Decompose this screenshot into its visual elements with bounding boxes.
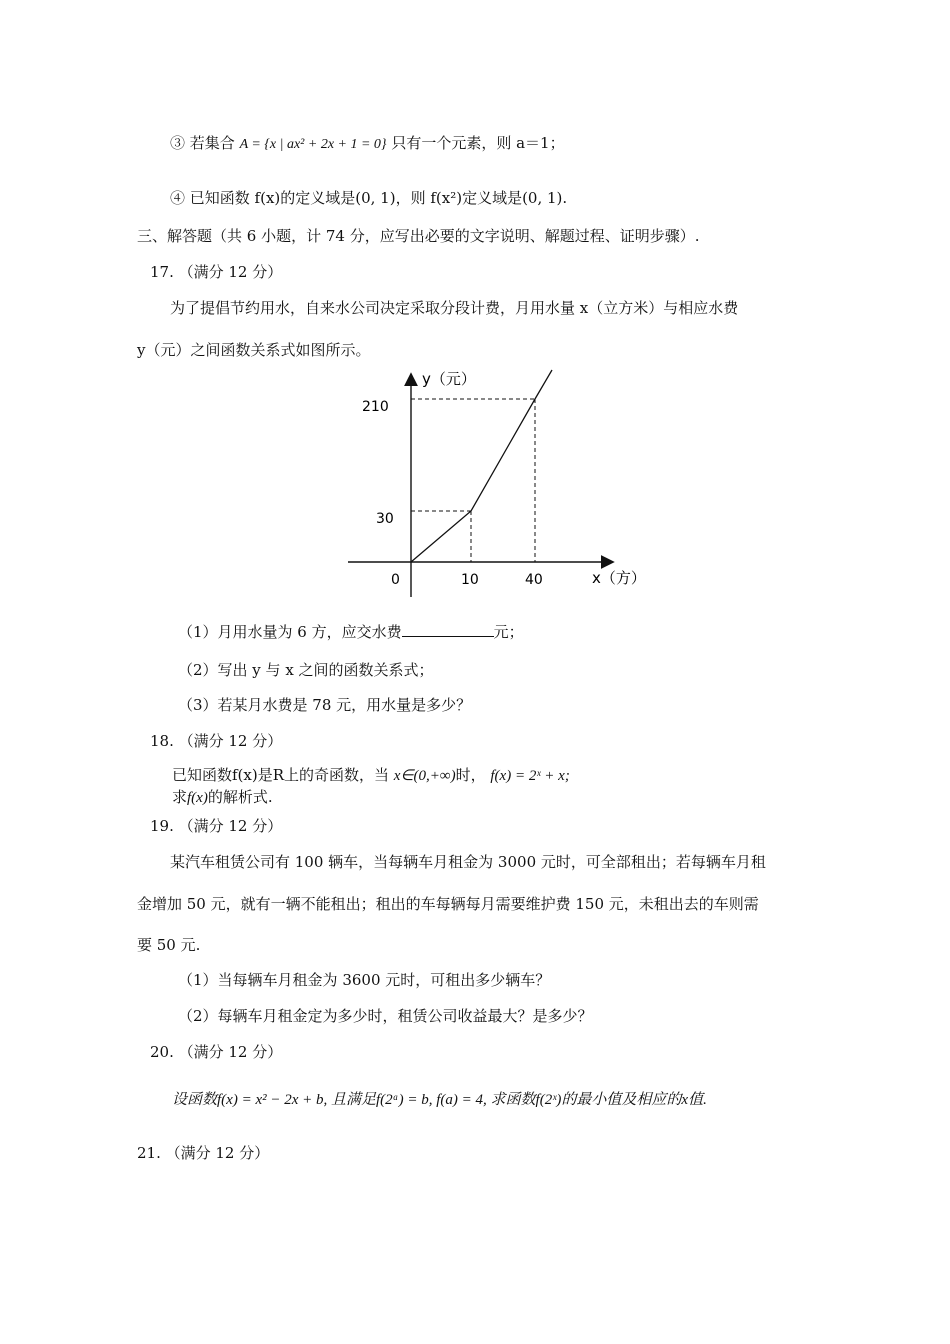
q18-line2-a: 求 — [172, 788, 188, 806]
q21-title: 21. （满分 12 分） — [137, 1144, 270, 1162]
q17-sub1-suffix: 元； — [493, 623, 524, 641]
x-axis-label: x（方） — [592, 569, 646, 587]
x-tick-label: 10 — [461, 572, 479, 588]
y-axis-label: y（元） — [422, 370, 476, 388]
q18-interval: x∈(0,+∞) — [393, 768, 456, 784]
q18-line2-c: 的解析式. — [207, 788, 273, 806]
q17-text-line1: 为了提倡节约用水，自来水公司决定采取分段计费，月用水量 x（立方米）与相应水费 — [170, 299, 739, 317]
q19-sub2: （2）每辆车月租金定为多少时，租赁公司收益最大？是多少？ — [178, 1007, 593, 1025]
q19-title: 19. （满分 12 分） — [150, 817, 283, 835]
y-tick-label: 30 — [376, 511, 394, 527]
q19-text-line2: 金增加 50 元，就有一辆不能租出；租出的车每辆每月需要维护费 150 元，未租出去的车则需 — [137, 895, 759, 913]
q17-sub2: （2）写出 y 与 x 之间的函数关系式； — [178, 661, 434, 679]
q20-title: 20. （满分 12 分） — [150, 1043, 283, 1061]
q20-text: 设函数f(x) = x² − 2x + b, 且满足f(2ᵃ) = b, f(a) = 4, 求函数f(2ˣ)的最小值及相应的x值. — [172, 1092, 707, 1108]
item-4: ④ 已知函数 f(x)的定义域是(0, 1)，则 f(x²)定义域是(0, 1). — [170, 189, 568, 207]
q18-function: f(x) = 2ˣ + x; — [490, 768, 570, 784]
y-tick-label: 210 — [362, 399, 389, 415]
x-tick-label: 40 — [525, 572, 543, 588]
q18-line1 — [172, 765, 570, 786]
q18-fx: f(x) — [187, 790, 208, 806]
q17-sub3: （3）若某月水费是 78 元，用水量是多少？ — [178, 696, 472, 714]
q18-line1-a: 已知函数f(x)是R上的奇函数，当 — [172, 766, 390, 784]
item-3-suffix: 只有一个元素，则 a＝1； — [391, 134, 565, 152]
water-fee-chart — [340, 365, 660, 605]
section-3-header: 三、解答题（共 6 小题，计 74 分，应写出必要的文字说明、解题过程、证明步骤）. — [137, 227, 700, 245]
q17-title: 17. （满分 12 分） — [150, 263, 283, 281]
q19-text-line1: 某汽车租赁公司有 100 辆车，当每辆车月租金为 3000 元时，可全部租出；若每辆车月租 — [170, 853, 766, 871]
q17-text-line2: y（元）之间函数关系式如图所示。 — [137, 341, 371, 359]
q19-text-line3: 要 50 元. — [137, 936, 201, 954]
q18-line1-c: 时， — [455, 766, 486, 784]
q18-line2 — [172, 787, 273, 808]
item-3-prefix: ③ 若集合 — [170, 134, 235, 152]
item-3 — [170, 133, 565, 155]
set-a-formula: A = {x | ax² + 2x + 1 = 0} — [239, 137, 387, 152]
q17-sub1 — [178, 622, 524, 642]
q18-title: 18. （满分 12 分） — [150, 732, 283, 750]
origin-label: 0 — [391, 572, 400, 588]
q17-sub1-prefix: （1）月用水量为 6 方，应交水费 — [178, 623, 402, 641]
answer-blank[interactable] — [402, 622, 494, 637]
q19-sub1: （1）当每辆车月租金为 3600 元时，可租出多少辆车？ — [178, 971, 551, 989]
